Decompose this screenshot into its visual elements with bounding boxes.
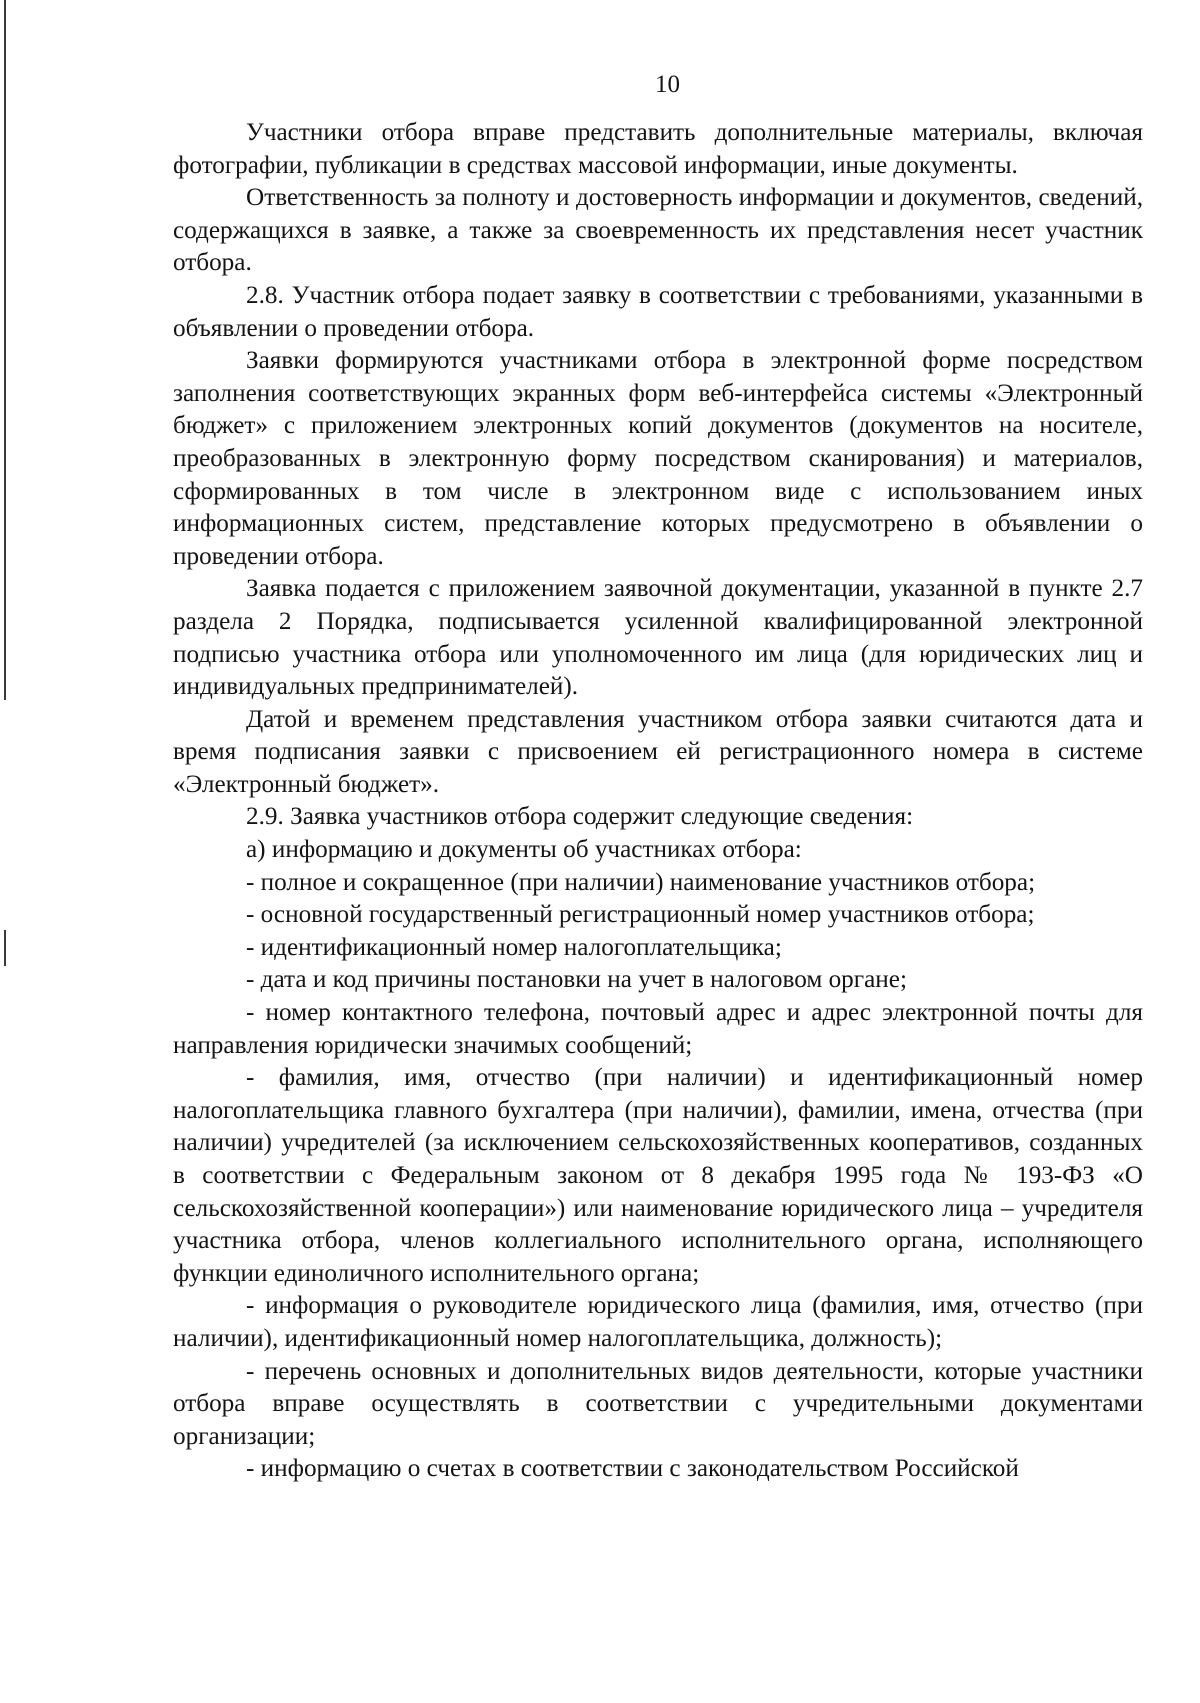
- list-item-full-name: - полное и сокращенное (при наличии) наименование участников отбора;: [246, 868, 1036, 896]
- paragraph-electronic-form: Заявки формируются участниками отбора в электронной форме посредством заполнения соответствующих экранных форм веб-интерфейса системы «Электронный бюджет» с приложением электронных копий документов (документов на носителе, преобразованных в электронную форму посредством сканирования) и материалов, сформированных в том числе в электронном виде с использованием иных информационных систем, представление которых предусмотрено в объявлении о проведении отбора.: [173, 347, 1143, 570]
- list-item-founders: - фамилия, имя, отчество (при наличии) и идентификационный номер налогоплательщика главного бухгалтера (при наличии), фамилии, имена, отчества (при наличии) учредителей (за исключением сельскохозяйственных кооперативов, созданных в соответствии с Федеральным законом от 8 декабря 1995 года № 193-ФЗ «О сельскохозяйственной кооперации») или наименование юридического лица – учредителя участника отбора, членов коллегиального исполнительного органа, исполняющего функции единоличного исполнительного органа;: [173, 1064, 1143, 1287]
- paragraph-submission-date: Датой и временем представления участником отбора заявки считаются дата и время подписания заявки с присвоением ей регистрационного номера в системе «Электронный бюджет».: [173, 705, 1143, 798]
- list-item-a: а) информацию и документы об участниках отбора:: [246, 836, 802, 864]
- paragraph-responsibility: Ответственность за полноту и достоверность информации и документов, сведений, содержащихся в заявке, а также за своевременность их представления несет участник отбора.: [173, 184, 1143, 277]
- document-body: [173, 117, 1143, 1486]
- paragraph-application-signing: Заявка подается с приложением заявочной документации, указанной в пункте 2.7 раздела 2 Порядка, подписывается усиленной квалифицированной электронной подписью участника отбора или уполномоченного им лица (для юридических лиц и индивидуальных предпринимателей).: [173, 575, 1143, 701]
- list-item-contacts: - номер контактного телефона, почтовый адрес и адрес электронной почты для направления юридически значимых сообщений;: [173, 999, 1143, 1059]
- page-number: 10: [655, 71, 680, 98]
- list-item-head-info: - информация о руководителе юридического лица (фамилия, имя, отчество (при наличии), идентификационный номер налогоплательщика, должность);: [173, 1292, 1143, 1352]
- list-item-inn: - идентификационный номер налогоплательщика;: [246, 933, 782, 961]
- list-item-ogrn: - основной государственный регистрационный номер участников отбора;: [246, 901, 1035, 929]
- paragraph-2-8: 2.8. Участник отбора подает заявку в соответствии с требованиями, указанными в объявлении о проведении отбора.: [173, 281, 1143, 342]
- paragraph-additional-materials: Участники отбора вправе представить дополнительные материалы, включая фотографии, публикации в средствах массовой информации, иные документы.: [173, 119, 1143, 179]
- scan-border-line: [4, 0, 6, 700]
- list-item-activities: - перечень основных и дополнительных видов деятельности, которые участники отбора вправе осуществлять в соответствии с учредительными документами организации;: [173, 1357, 1143, 1450]
- list-item-tax-registration: - дата и код причины постановки на учет в налоговом органе;: [246, 966, 907, 994]
- list-item-accounts: - информацию о счетах в соответствии с законодательством Российской: [246, 1455, 1019, 1483]
- paragraph-2-9: 2.9. Заявка участников отбора содержит следующие сведения:: [246, 803, 914, 831]
- scan-border-mark: [4, 930, 6, 966]
